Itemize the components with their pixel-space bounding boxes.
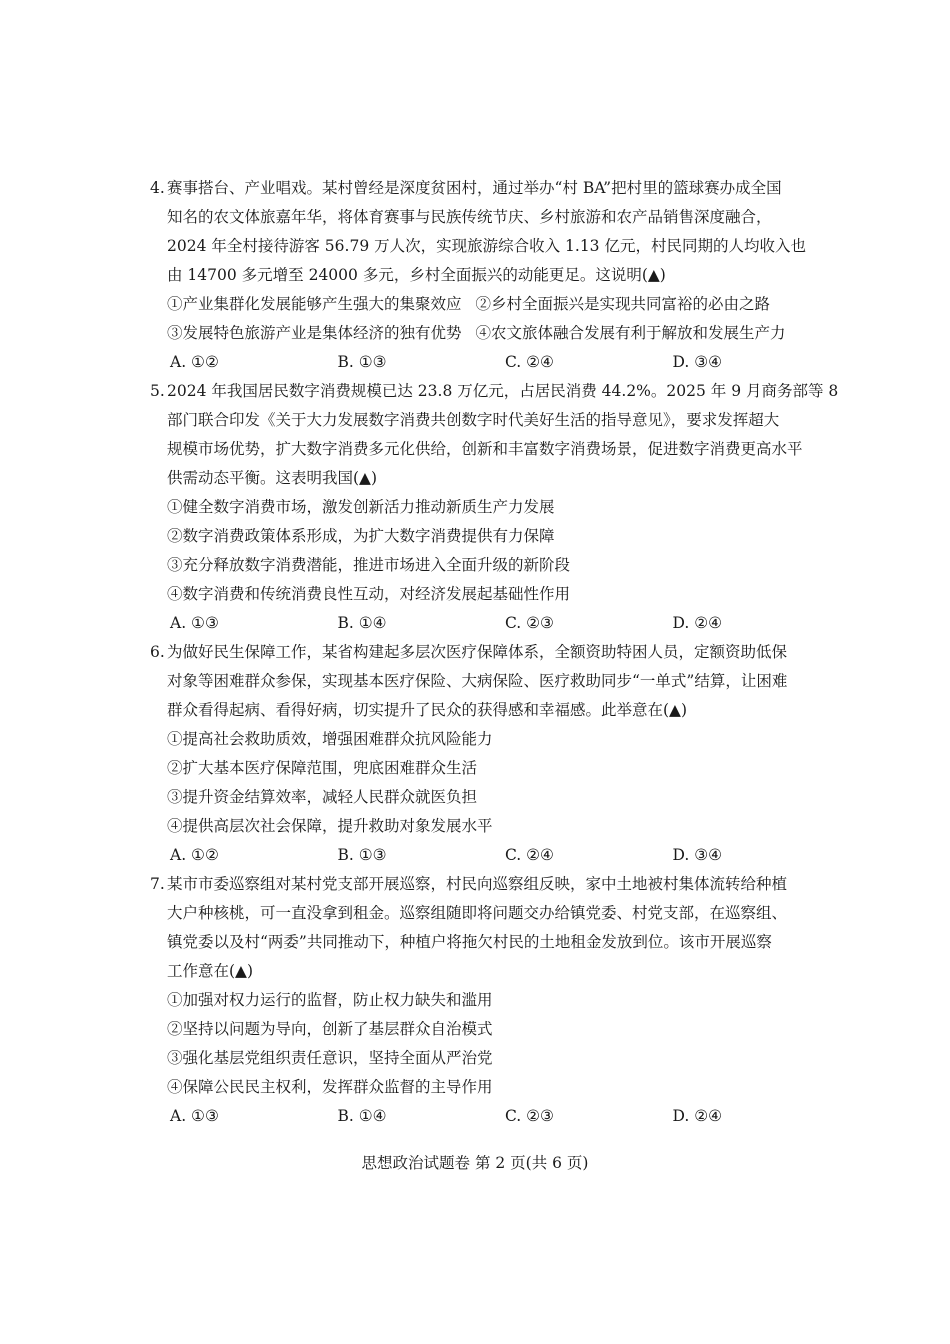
statement-2: ②数字消费政策体系形成，为扩大数字消费提供有力保障 bbox=[167, 527, 555, 545]
answer-choices bbox=[150, 609, 840, 638]
statement-3: ③提升资金结算效率，减轻人民群众就医负担 bbox=[167, 788, 478, 806]
choice-a[interactable]: A. ①② bbox=[170, 353, 219, 371]
choice-b[interactable]: B. ①④ bbox=[337, 614, 387, 632]
stem-line: 规模市场优势，扩大数字消费多元化供给，创新和丰富数字消费场景，促进数字消费更高水平 bbox=[167, 440, 803, 458]
question-stem bbox=[150, 870, 840, 986]
answer-choices bbox=[150, 348, 840, 377]
question-stem bbox=[150, 377, 840, 493]
statement-4: ④数字消费和传统消费良性互动，对经济发展起基础性作用 bbox=[167, 585, 571, 603]
choice-a[interactable]: A. ①③ bbox=[170, 614, 219, 632]
choice-b[interactable]: B. ①④ bbox=[337, 1107, 387, 1125]
statement-4: ④保障公民民主权利，发挥群众监督的主导作用 bbox=[167, 1078, 493, 1096]
answer-choices bbox=[150, 841, 840, 870]
question-5 bbox=[150, 377, 840, 638]
statement-row bbox=[150, 319, 840, 348]
question-stem bbox=[150, 174, 840, 290]
stem-line: 群众看得起病、看得好病，切实提升了民众的获得感和幸福感。此举意在(▲) bbox=[167, 701, 688, 719]
statement-3: ③充分释放数字消费潜能，推进市场进入全面升级的新阶段 bbox=[167, 556, 571, 574]
stem-line: 某市市委巡察组对某村党支部开展巡察，村民向巡察组反映，家中土地被村集体流转给种植 bbox=[167, 875, 788, 893]
question-number: 4. bbox=[150, 179, 165, 197]
stem-line: 2024 年我国居民数字消费规模已达 23.8 万亿元，占居民消费 44.2%。2025 年 9 月商务部等 8 bbox=[167, 382, 839, 400]
statement-4: ④提供高层次社会保障，提升救助对象发展水平 bbox=[167, 817, 493, 835]
question-7 bbox=[150, 870, 840, 1131]
choice-d[interactable]: D. ③④ bbox=[672, 353, 723, 371]
statement-1: ①提高社会救助质效，增强困难群众抗风险能力 bbox=[167, 730, 493, 748]
stem-line: 由 14700 多元增至 24000 多元，乡村全面振兴的动能更足。这说明(▲) bbox=[167, 266, 666, 284]
statement-3: ③强化基层党组织责任意识，坚持全面从严治党 bbox=[167, 1049, 493, 1067]
choice-a[interactable]: A. ①② bbox=[170, 846, 219, 864]
statement-2: ②乡村全面振兴是实现共同富裕的必由之路 bbox=[475, 295, 771, 313]
choice-c[interactable]: C. ②③ bbox=[505, 614, 554, 632]
question-number: 5. bbox=[150, 382, 165, 400]
statement-3: ③发展特色旅游产业是集体经济的独有优势 bbox=[167, 324, 462, 342]
question-list bbox=[150, 174, 840, 1131]
statement-1: ①加强对权力运行的监督，防止权力缺失和滥用 bbox=[167, 991, 493, 1009]
statement-2: ②坚持以问题为导向，创新了基层群众自治模式 bbox=[167, 1020, 493, 1038]
question-6 bbox=[150, 638, 840, 870]
page-footer: 思想政治试题卷 第 2 页(共 6 页) bbox=[361, 1154, 589, 1172]
stem-line: 对象等困难群众参保，实现基本医疗保险、大病保险、医疗救助同步“一单式”结算，让困难 bbox=[167, 672, 788, 690]
choice-b[interactable]: B. ①③ bbox=[337, 846, 387, 864]
stem-line: 供需动态平衡。这表明我国(▲) bbox=[167, 469, 378, 487]
stem-line: 镇党委以及村“两委”共同推动下，种植户将拖欠村民的土地租金发放到位。该市开展巡察 bbox=[167, 933, 772, 951]
stem-line: 工作意在(▲) bbox=[167, 962, 254, 980]
statement-row bbox=[150, 290, 840, 319]
choice-c[interactable]: C. ②④ bbox=[505, 846, 554, 864]
choice-c[interactable]: C. ②④ bbox=[505, 353, 554, 371]
answer-choices bbox=[150, 1102, 840, 1131]
choice-a[interactable]: A. ①③ bbox=[170, 1107, 219, 1125]
question-4 bbox=[150, 174, 840, 377]
choice-c[interactable]: C. ②③ bbox=[505, 1107, 554, 1125]
statement-2: ②扩大基本医疗保障范围，兜底困难群众生活 bbox=[167, 759, 478, 777]
stem-line: 赛事搭台、产业唱戏。某村曾经是深度贫困村，通过举办“村 BA”把村里的篮球赛办成全国 bbox=[167, 179, 782, 197]
stem-line: 部门联合印发《关于大力发展数字消费共创数字时代美好生活的指导意见》，要求发挥超大 bbox=[167, 411, 780, 429]
question-number: 6. bbox=[150, 643, 165, 661]
stem-line: 为做好民生保障工作，某省构建起多层次医疗保障体系，全额资助特困人员，定额资助低保 bbox=[167, 643, 788, 661]
stem-line: 2024 年全村接待游客 56.79 万人次，实现旅游综合收入 1.13 亿元，村民同期的人均收入也 bbox=[167, 237, 806, 255]
choice-b[interactable]: B. ①③ bbox=[337, 353, 387, 371]
statement-1: ①健全数字消费市场，激发创新活力推动新质生产力发展 bbox=[167, 498, 555, 516]
stem-line: 知名的农文体旅嘉年华，将体育赛事与民族传统节庆、乡村旅游和农产品销售深度融合， bbox=[167, 208, 772, 226]
choice-d[interactable]: D. ②④ bbox=[672, 1107, 723, 1125]
question-stem bbox=[150, 638, 840, 725]
stem-line: 大户种核桃，可一直没拿到租金。巡察组随即将问题交办给镇党委、村党支部，在巡察组、 bbox=[167, 904, 788, 922]
choice-d[interactable]: D. ③④ bbox=[672, 846, 723, 864]
question-number: 7. bbox=[150, 875, 165, 893]
statement-1: ①产业集群化发展能够产生强大的集聚效应 bbox=[167, 295, 462, 313]
choice-d[interactable]: D. ②④ bbox=[672, 614, 723, 632]
statement-4: ④农文旅体融合发展有利于解放和发展生产力 bbox=[475, 324, 786, 342]
